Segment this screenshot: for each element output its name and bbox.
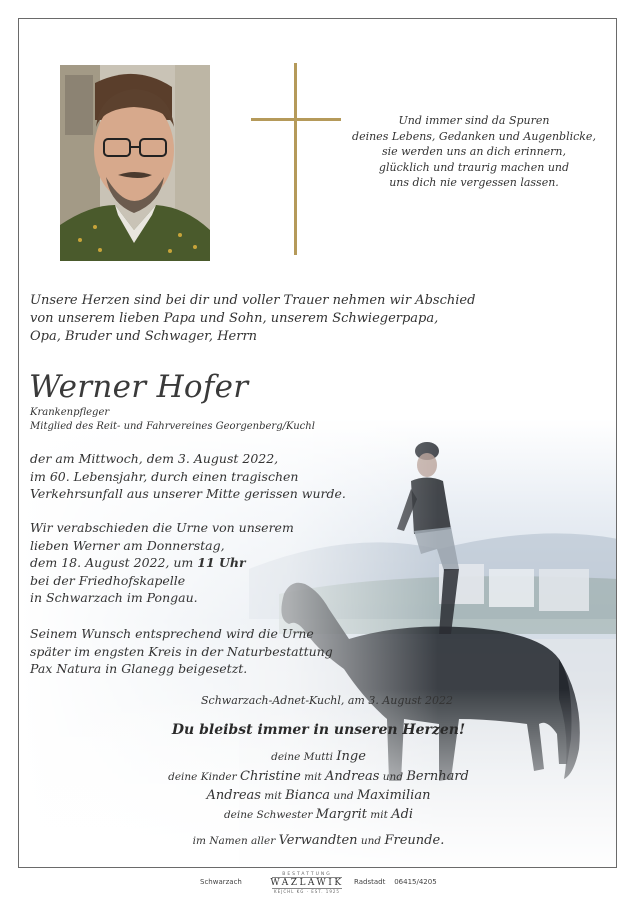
intro-line: Opa, Bruder und Schwager, Herrn	[30, 329, 258, 344]
farewell-date: dem 18. August 2022, um	[30, 555, 198, 570]
funeral-home-footer	[0, 872, 637, 894]
quote-line: glücklich und traurig machen und	[378, 160, 570, 174]
memorial-motto: Du bleibst immer in unseren Herzen!	[171, 722, 466, 738]
wish-line: Pax Natura in Glanegg beigesetzt.	[30, 661, 248, 676]
quote-line: deines Lebens, Gedanken und Augenblicke,	[352, 129, 596, 143]
farewell-line: Wir verabschieden die Urne von unserem	[30, 520, 294, 535]
death-line: Verkehrsunfall aus unserer Mitte gerissen wurde.	[30, 486, 346, 501]
deceased-name: Werner Hofer	[29, 369, 249, 405]
farewell-line: lieben Werner am Donnerstag,	[30, 537, 225, 553]
farewell-line: in Schwarzach im Pongau.	[30, 590, 198, 605]
intro-text	[30, 292, 590, 346]
logo-top-text: BESTATTUNG	[282, 872, 332, 877]
wish-line: Seinem Wunsch entsprechend wird die Urne	[30, 626, 314, 641]
memorial-quote	[344, 113, 604, 191]
intro-line: von unserem lieben Papa und Sohn, unserem Schwiegerpapa,	[30, 311, 439, 326]
family-mother: deine Mutti Inge	[271, 749, 366, 764]
farewell-line	[30, 554, 370, 572]
quote-line: sie werden uns an dich erinnern,	[381, 145, 567, 158]
cross-icon	[251, 63, 341, 255]
logo-bottom-text: KEJCHL KG · EST. 1925	[274, 889, 340, 894]
burial-wish	[30, 625, 370, 678]
farewell-notice	[30, 519, 370, 607]
deceased-details	[30, 406, 315, 434]
deceased-portrait-photo	[60, 65, 210, 261]
farewell-time: 11 Uhr	[197, 555, 246, 570]
wish-line: später im engsten Kreis in der Naturbestattung	[30, 643, 333, 659]
death-line: der am Mittwoch, dem 3. August 2022,	[30, 451, 279, 466]
deceased-profession: Krankenpfleger	[30, 407, 110, 418]
quote-line: Und immer sind da Spuren	[398, 114, 550, 127]
death-line: im 60. Lebensjahr, durch einen tragischen	[30, 468, 299, 484]
footer-location-left: Schwarzach	[200, 878, 242, 886]
quote-line: uns dich nie vergessen lassen.	[389, 176, 559, 189]
intro-line: Unsere Herzen sind bei dir und voller Trauer nehmen wir Abschied	[30, 293, 476, 308]
funeral-home-logo	[268, 872, 346, 894]
obituary-card	[18, 18, 617, 868]
death-notice	[30, 450, 370, 503]
deceased-membership: Mitglied des Reit- und Fahrvereines Georgenberg/Kuchl	[30, 421, 315, 432]
place-and-date: Schwarzach-Adnet-Kuchl, am 3. August 2022	[201, 694, 454, 707]
family-children: deine Kinder Christine mit Andreas und Bernhard	[168, 769, 469, 784]
logo-main-text: WAZLAWIK	[270, 878, 344, 888]
footer-location-right: Radstadt 06415/4205	[354, 878, 437, 886]
footer-phone: 06415/4205	[394, 878, 437, 886]
farewell-line: bei der Friedhofskapelle	[30, 572, 186, 588]
family-grandchildren: Andreas mit Bianca und Maximilian	[206, 788, 431, 803]
family-sister: deine Schwester Margrit mit Adi	[223, 807, 414, 822]
family-closing: im Namen aller Verwandten und Freunde.	[192, 833, 445, 848]
